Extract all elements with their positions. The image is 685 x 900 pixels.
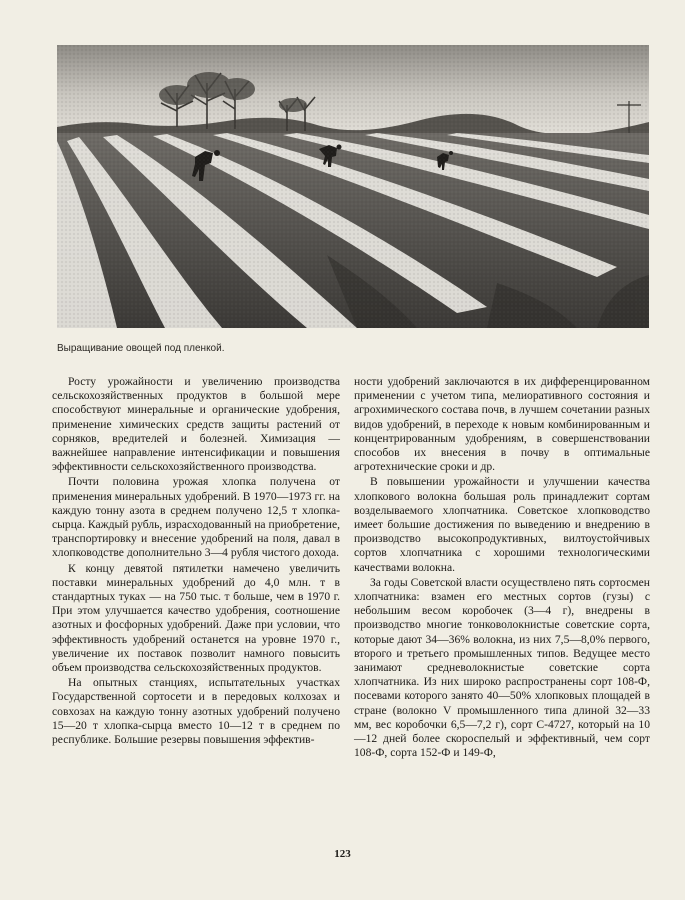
figure-caption: Выращивание овощей под пленкой. — [57, 343, 225, 354]
page-number: 123 — [334, 848, 351, 860]
paragraph: На опытных станциях, испытательных участках Государственной сортосети и в передовых колхозах и совхозах на каждую тонну азотных удобрений получено 15—20 т хлопка-сырца вместо 10—12 т в среднем по республике. Большие резервы повышения эффектив- — [52, 676, 340, 747]
paragraph: В повышении урожайности и улучшении качества хлопкового волокна большая роль принадлежит сортам возделываемого хлопчатника. Советское хлопководство имеет большие достижения по выведению и внедрению в производство высокопродуктивных, вилтоустойчивых сортов хлопчатника с хорошими технологическими качествами волокна. — [354, 475, 650, 574]
paragraph-continued: ности удобрений заключаются в их дифференцированном применении с учетом типа, мелиоративного состояния и агрохимического состава почв, в лучшем сочетании разных видов удобрений, в переходе к новым комбинированным и концентрированным удобрениям, в совершенствовании способов их внесения в почву в оптимальные агротехнические сроки и др. — [354, 375, 650, 474]
paragraph: За годы Советской власти осуществлено пять сортосмен хлопчатника: взамен его местных сортов (гузы) с небольшим весом коробочек (3—4 г), внедрены в производство многие тонковолокнистые советские сорта, которые дают 34—36% волокна, из них 7,5—8,0% первого, второго и третьего промышленных типов. Ведущее место занимают средневолокнистые советские сорта хлопчатника. Из них широко распространены сорт 108-Ф, посевами которого занято 40—50% хлопковых площадей в стране (волокно V промышленного типа длиной 32—33 мм, вес коробочки 6,5—7,2 г), сорт С-4727, который на 10—12 дней более скороспелый и эффективный, чем сорт 108-Ф, сорта 152-Ф и 149-Ф, — [354, 575, 650, 760]
paragraph: К концу девятой пятилетки намечено увеличить поставки минеральных удобрений до 4,0 млн. т в стандартных туках — на 750 тыс. т больше, чем в 1970 г. При этом улучшается качество удобрения, соотношение азотных и фосфорных удобрений. Даже при условии, что эффективность удобрений останется на уровне 1970 г., увеличение их поставок позволит намного повысить объем производства сельскохозяйственных продуктов. — [52, 561, 340, 675]
left-column — [52, 375, 340, 747]
right-column — [354, 375, 650, 760]
figure-photo — [57, 45, 649, 328]
paragraph: Почти половина урожая хлопка получена от применения минеральных удобрений. В 1970—1973 гг. на каждую тонну азота в среднем получено 12,5 т хлопка-сырца. Каждый рубль, израсходованный на приобретение, транспортировку и внесение удобрений на поля, давал в хлопководстве дополнительно 3—4 рубля чистого дохода. — [52, 475, 340, 560]
paragraph: Росту урожайности и увеличению производства сельскохозяйственных продуктов в большой мере способствуют минеральные и органические удобрения, применение химических средств защиты растений от сорняков, вредителей и болезней. Химизация — важнейшее направление интенсификации и повышения эффективности сельскохозяйственного производства. — [52, 375, 340, 474]
